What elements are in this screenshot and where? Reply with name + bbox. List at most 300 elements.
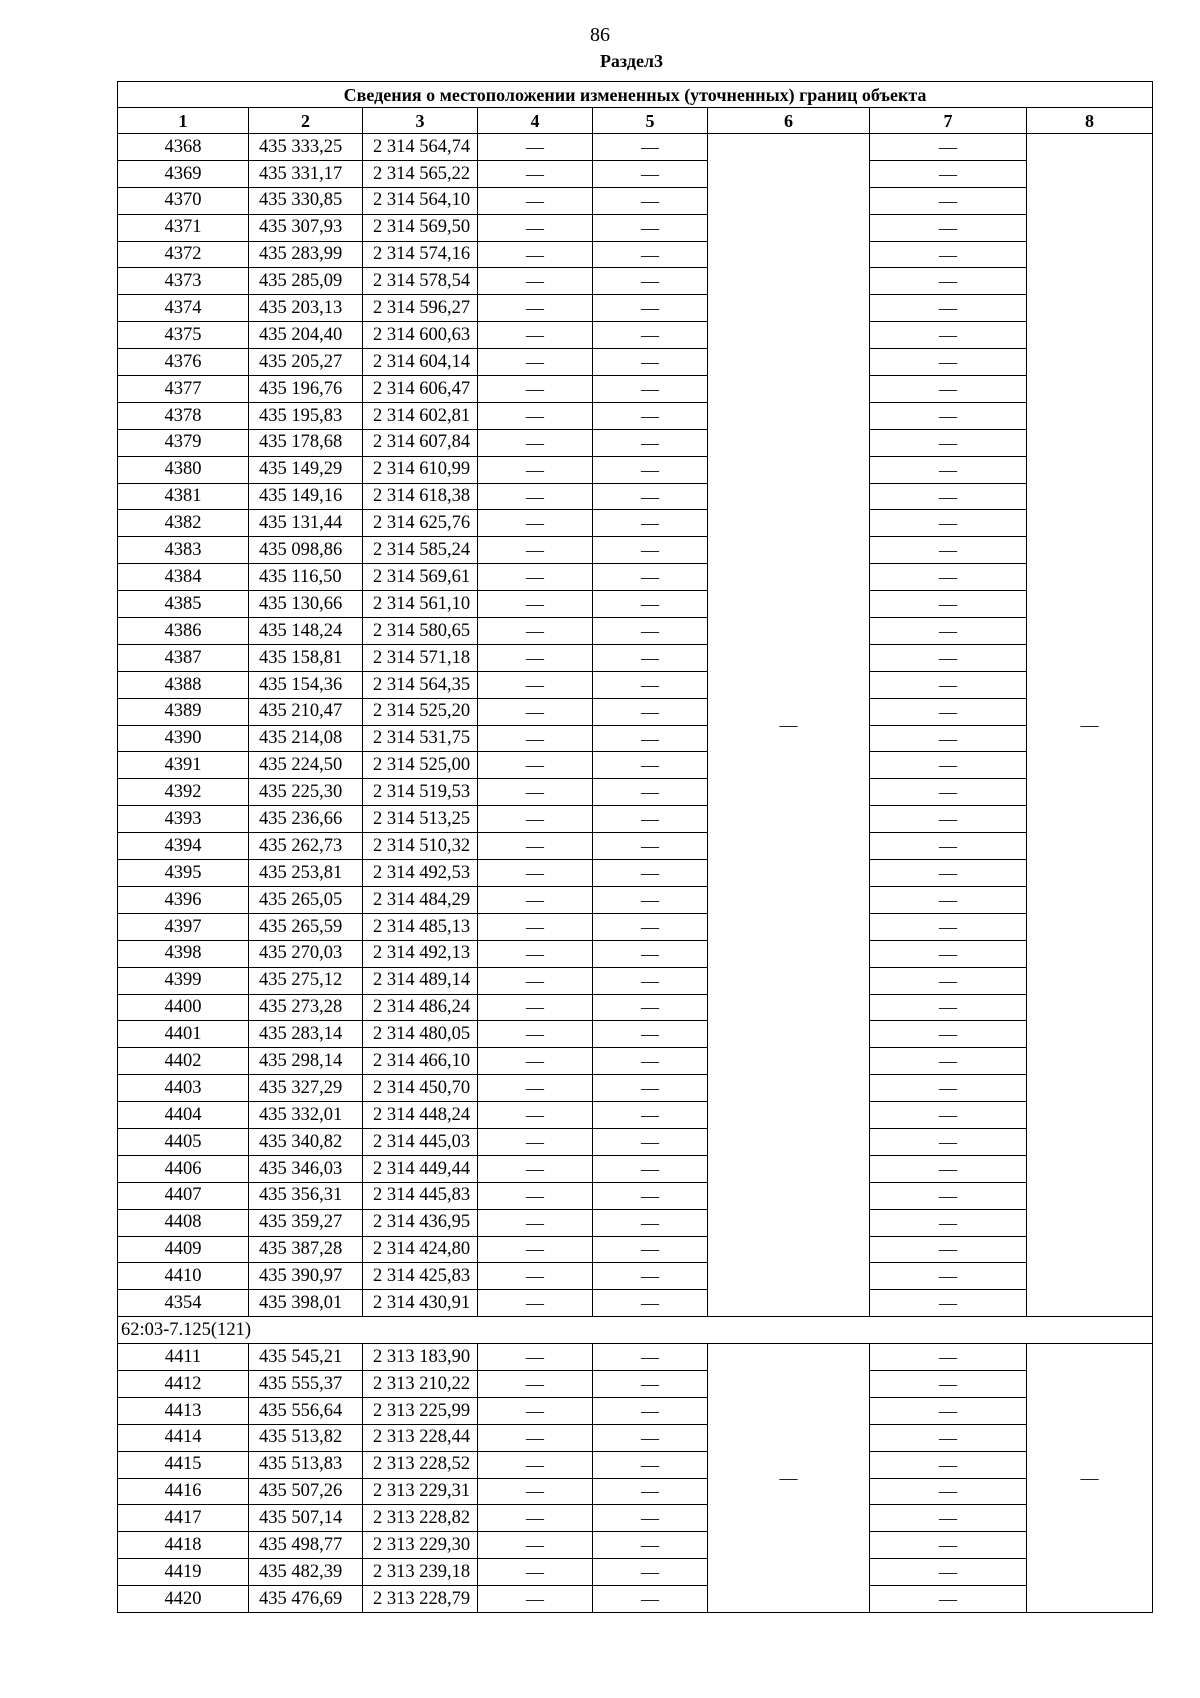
col4-dash-cell: —: [478, 752, 593, 779]
col5-dash-cell: —: [593, 1263, 708, 1290]
point-number-cell: 4418: [118, 1532, 249, 1559]
x-coordinate-cell: 435 148,24: [249, 618, 363, 645]
x-coordinate-cell: 435 131,44: [249, 510, 363, 537]
col4-dash-cell: —: [478, 967, 593, 994]
col7-dash-cell: —: [870, 860, 1027, 887]
table-row: [118, 1102, 1153, 1129]
y-coordinate-cell: 2 314 466,10: [363, 1048, 478, 1075]
point-number-cell: 4371: [118, 214, 249, 241]
y-coordinate-cell: 2 314 519,53: [363, 779, 478, 806]
y-coordinate-cell: 2 314 602,81: [363, 402, 478, 429]
point-number-cell: 4419: [118, 1559, 249, 1586]
col7-dash-cell: —: [870, 913, 1027, 940]
col7-dash-cell: —: [870, 483, 1027, 510]
col5-dash-cell: —: [593, 1451, 708, 1478]
col7-dash-cell: —: [870, 1532, 1027, 1559]
x-coordinate-cell: 435 253,81: [249, 860, 363, 887]
col5-dash-cell: —: [593, 725, 708, 752]
y-coordinate-cell: 2 313 239,18: [363, 1559, 478, 1586]
col4-dash-cell: —: [478, 402, 593, 429]
y-coordinate-cell: 2 313 228,82: [363, 1505, 478, 1532]
point-number-cell: 4400: [118, 994, 249, 1021]
point-number-cell: 4375: [118, 322, 249, 349]
col5-dash-cell: —: [593, 241, 708, 268]
col7-dash-cell: —: [870, 752, 1027, 779]
col7-dash-cell: —: [870, 241, 1027, 268]
col7-dash-cell: —: [870, 618, 1027, 645]
column-header: 2: [249, 108, 363, 134]
y-coordinate-cell: 2 314 596,27: [363, 295, 478, 322]
point-number-cell: 4368: [118, 134, 249, 161]
table-row: [118, 779, 1153, 806]
column-header: 7: [870, 108, 1027, 134]
y-coordinate-cell: 2 313 229,31: [363, 1478, 478, 1505]
col7-dash-cell: —: [870, 402, 1027, 429]
y-coordinate-cell: 2 314 618,38: [363, 483, 478, 510]
x-coordinate-cell: 435 356,31: [249, 1182, 363, 1209]
col5-dash-cell: —: [593, 429, 708, 456]
y-coordinate-cell: 2 314 436,95: [363, 1209, 478, 1236]
y-coordinate-cell: 2 314 607,84: [363, 429, 478, 456]
col5-dash-cell: —: [593, 860, 708, 887]
x-coordinate-cell: 435 555,37: [249, 1370, 363, 1397]
table-row: [118, 618, 1153, 645]
col4-dash-cell: —: [478, 1155, 593, 1182]
x-coordinate-cell: 435 270,03: [249, 940, 363, 967]
col5-dash-cell: —: [593, 833, 708, 860]
y-coordinate-cell: 2 314 604,14: [363, 349, 478, 376]
y-coordinate-cell: 2 314 484,29: [363, 886, 478, 913]
table-row: [118, 886, 1153, 913]
table-row: [118, 349, 1153, 376]
col7-dash-cell: —: [870, 537, 1027, 564]
point-number-cell: 4396: [118, 886, 249, 913]
point-number-cell: 4389: [118, 698, 249, 725]
col7-dash-cell: —: [870, 160, 1027, 187]
col8-merged-dash-cell: —: [1027, 134, 1153, 1317]
col4-dash-cell: —: [478, 295, 593, 322]
col7-dash-cell: —: [870, 1102, 1027, 1129]
x-coordinate-cell: 435 265,05: [249, 886, 363, 913]
table-row: [118, 1451, 1153, 1478]
col5-dash-cell: —: [593, 1209, 708, 1236]
x-coordinate-cell: 435 298,14: [249, 1048, 363, 1075]
table-row: [118, 295, 1153, 322]
table-row: [118, 1209, 1153, 1236]
x-coordinate-cell: 435 158,81: [249, 644, 363, 671]
table-row: [118, 160, 1153, 187]
col5-dash-cell: —: [593, 591, 708, 618]
coordinates-table: [117, 81, 1153, 1613]
x-coordinate-cell: 435 224,50: [249, 752, 363, 779]
col7-dash-cell: —: [870, 1075, 1027, 1102]
table-row: [118, 214, 1153, 241]
y-coordinate-cell: 2 314 564,74: [363, 134, 478, 161]
y-coordinate-cell: 2 313 183,90: [363, 1344, 478, 1371]
table-row: [118, 806, 1153, 833]
x-coordinate-cell: 435 513,83: [249, 1451, 363, 1478]
col4-dash-cell: —: [478, 510, 593, 537]
table-row: [118, 913, 1153, 940]
col7-dash-cell: —: [870, 1344, 1027, 1371]
table-row: [118, 967, 1153, 994]
table-row: [118, 591, 1153, 618]
x-coordinate-cell: 435 330,85: [249, 187, 363, 214]
point-number-cell: 4402: [118, 1048, 249, 1075]
y-coordinate-cell: 2 314 625,76: [363, 510, 478, 537]
column-header: 8: [1027, 108, 1153, 134]
point-number-cell: 4380: [118, 456, 249, 483]
y-coordinate-cell: 2 314 485,13: [363, 913, 478, 940]
col7-dash-cell: —: [870, 1370, 1027, 1397]
point-number-cell: 4401: [118, 1021, 249, 1048]
table-row: [118, 1586, 1153, 1613]
col5-dash-cell: —: [593, 214, 708, 241]
col4-dash-cell: —: [478, 1586, 593, 1613]
col7-dash-cell: —: [870, 376, 1027, 403]
y-coordinate-cell: 2 314 430,91: [363, 1290, 478, 1317]
col4-dash-cell: —: [478, 994, 593, 1021]
col7-dash-cell: —: [870, 886, 1027, 913]
point-number-cell: 4397: [118, 913, 249, 940]
y-coordinate-cell: 2 314 445,03: [363, 1128, 478, 1155]
col4-dash-cell: —: [478, 1236, 593, 1263]
x-coordinate-cell: 435 205,27: [249, 349, 363, 376]
x-coordinate-cell: 435 476,69: [249, 1586, 363, 1613]
x-coordinate-cell: 435 098,86: [249, 537, 363, 564]
col4-dash-cell: —: [478, 1209, 593, 1236]
col5-dash-cell: —: [593, 698, 708, 725]
col4-dash-cell: —: [478, 1505, 593, 1532]
col4-dash-cell: —: [478, 1559, 593, 1586]
col5-dash-cell: —: [593, 187, 708, 214]
table-row: [118, 1478, 1153, 1505]
col7-dash-cell: —: [870, 967, 1027, 994]
y-coordinate-cell: 2 314 531,75: [363, 725, 478, 752]
table-row: [118, 1559, 1153, 1586]
y-coordinate-cell: 2 314 449,44: [363, 1155, 478, 1182]
table-row: [118, 1128, 1153, 1155]
y-coordinate-cell: 2 314 564,35: [363, 671, 478, 698]
y-coordinate-cell: 2 314 525,20: [363, 698, 478, 725]
section-title: Раздел3: [599, 51, 664, 71]
col5-dash-cell: —: [593, 295, 708, 322]
col4-dash-cell: —: [478, 1021, 593, 1048]
x-coordinate-cell: 435 130,66: [249, 591, 363, 618]
table-row: [118, 376, 1153, 403]
x-coordinate-cell: 435 275,12: [249, 967, 363, 994]
y-coordinate-cell: 2 314 425,83: [363, 1263, 478, 1290]
table-row: [118, 134, 1153, 161]
col5-dash-cell: —: [593, 1048, 708, 1075]
col5-dash-cell: —: [593, 322, 708, 349]
table-row: [118, 483, 1153, 510]
point-number-cell: 4394: [118, 833, 249, 860]
y-coordinate-cell: 2 314 578,54: [363, 268, 478, 295]
table-row: [118, 1048, 1153, 1075]
col4-dash-cell: —: [478, 537, 593, 564]
page-number: 86: [590, 24, 610, 46]
col4-dash-cell: —: [478, 1048, 593, 1075]
col7-dash-cell: —: [870, 806, 1027, 833]
point-number-cell: 4417: [118, 1505, 249, 1532]
col5-dash-cell: —: [593, 1559, 708, 1586]
col4-dash-cell: —: [478, 644, 593, 671]
y-coordinate-cell: 2 313 228,44: [363, 1424, 478, 1451]
col5-dash-cell: —: [593, 268, 708, 295]
col7-dash-cell: —: [870, 510, 1027, 537]
col5-dash-cell: —: [593, 1424, 708, 1451]
y-coordinate-cell: 2 314 489,14: [363, 967, 478, 994]
y-coordinate-cell: 2 314 569,50: [363, 214, 478, 241]
col4-dash-cell: —: [478, 1424, 593, 1451]
col4-dash-cell: —: [478, 134, 593, 161]
col7-dash-cell: —: [870, 725, 1027, 752]
table-row: [118, 860, 1153, 887]
col5-dash-cell: —: [593, 779, 708, 806]
col4-dash-cell: —: [478, 940, 593, 967]
col5-dash-cell: —: [593, 456, 708, 483]
column-header: 1: [118, 108, 249, 134]
col4-dash-cell: —: [478, 1102, 593, 1129]
column-header: 3: [363, 108, 478, 134]
point-number-cell: 4379: [118, 429, 249, 456]
col7-dash-cell: —: [870, 671, 1027, 698]
col7-dash-cell: —: [870, 429, 1027, 456]
point-number-cell: 4384: [118, 564, 249, 591]
x-coordinate-cell: 435 387,28: [249, 1236, 363, 1263]
y-coordinate-cell: 2 314 585,24: [363, 537, 478, 564]
col5-dash-cell: —: [593, 1532, 708, 1559]
col7-dash-cell: —: [870, 1236, 1027, 1263]
point-number-cell: 4381: [118, 483, 249, 510]
col4-dash-cell: —: [478, 1075, 593, 1102]
x-coordinate-cell: 435 283,14: [249, 1021, 363, 1048]
y-coordinate-cell: 2 314 450,70: [363, 1075, 478, 1102]
col4-dash-cell: —: [478, 1478, 593, 1505]
col5-dash-cell: —: [593, 1128, 708, 1155]
point-number-cell: 4395: [118, 860, 249, 887]
col4-dash-cell: —: [478, 833, 593, 860]
col7-dash-cell: —: [870, 1048, 1027, 1075]
point-number-cell: 4385: [118, 591, 249, 618]
point-number-cell: 4390: [118, 725, 249, 752]
x-coordinate-cell: 435 236,66: [249, 806, 363, 833]
col5-dash-cell: —: [593, 886, 708, 913]
point-number-cell: 4398: [118, 940, 249, 967]
point-number-cell: 4382: [118, 510, 249, 537]
col5-dash-cell: —: [593, 1075, 708, 1102]
col7-dash-cell: —: [870, 456, 1027, 483]
col4-dash-cell: —: [478, 913, 593, 940]
col4-dash-cell: —: [478, 779, 593, 806]
col5-dash-cell: —: [593, 134, 708, 161]
col5-dash-cell: —: [593, 402, 708, 429]
col7-dash-cell: —: [870, 1021, 1027, 1048]
table-row: [118, 241, 1153, 268]
x-coordinate-cell: 435 331,17: [249, 160, 363, 187]
x-coordinate-cell: 435 507,14: [249, 1505, 363, 1532]
y-coordinate-cell: 2 314 565,22: [363, 160, 478, 187]
x-coordinate-cell: 435 398,01: [249, 1290, 363, 1317]
table-row: [118, 1344, 1153, 1371]
col7-dash-cell: —: [870, 322, 1027, 349]
point-number-cell: 4407: [118, 1182, 249, 1209]
x-coordinate-cell: 435 285,09: [249, 268, 363, 295]
col7-dash-cell: —: [870, 1424, 1027, 1451]
x-coordinate-cell: 435 210,47: [249, 698, 363, 725]
col5-dash-cell: —: [593, 1182, 708, 1209]
y-coordinate-cell: 2 314 492,13: [363, 940, 478, 967]
col5-dash-cell: —: [593, 1397, 708, 1424]
table-row: [118, 187, 1153, 214]
col5-dash-cell: —: [593, 1370, 708, 1397]
point-number-cell: 4403: [118, 1075, 249, 1102]
table-row: [118, 322, 1153, 349]
col5-dash-cell: —: [593, 752, 708, 779]
y-coordinate-cell: 2 314 445,83: [363, 1182, 478, 1209]
col4-dash-cell: —: [478, 349, 593, 376]
col4-dash-cell: —: [478, 698, 593, 725]
y-coordinate-cell: 2 314 606,47: [363, 376, 478, 403]
col4-dash-cell: —: [478, 725, 593, 752]
col4-dash-cell: —: [478, 376, 593, 403]
y-coordinate-cell: 2 313 229,30: [363, 1532, 478, 1559]
col7-dash-cell: —: [870, 1182, 1027, 1209]
col7-dash-cell: —: [870, 1155, 1027, 1182]
col7-dash-cell: —: [870, 833, 1027, 860]
col4-dash-cell: —: [478, 564, 593, 591]
col7-dash-cell: —: [870, 1478, 1027, 1505]
col4-dash-cell: —: [478, 618, 593, 645]
table-row: [118, 1505, 1153, 1532]
col4-dash-cell: —: [478, 1344, 593, 1371]
point-number-cell: 4415: [118, 1451, 249, 1478]
col7-dash-cell: —: [870, 940, 1027, 967]
y-coordinate-cell: 2 313 228,52: [363, 1451, 478, 1478]
col7-dash-cell: —: [870, 134, 1027, 161]
col5-dash-cell: —: [593, 160, 708, 187]
col4-dash-cell: —: [478, 860, 593, 887]
x-coordinate-cell: 435 513,82: [249, 1424, 363, 1451]
col7-dash-cell: —: [870, 779, 1027, 806]
col7-dash-cell: —: [870, 1128, 1027, 1155]
x-coordinate-cell: 435 149,16: [249, 483, 363, 510]
col5-dash-cell: —: [593, 349, 708, 376]
y-coordinate-cell: 2 314 564,10: [363, 187, 478, 214]
table-row: [118, 1021, 1153, 1048]
y-coordinate-cell: 2 313 210,22: [363, 1370, 478, 1397]
x-coordinate-cell: 435 149,29: [249, 456, 363, 483]
col4-dash-cell: —: [478, 160, 593, 187]
col7-dash-cell: —: [870, 1559, 1027, 1586]
col5-dash-cell: —: [593, 1290, 708, 1317]
x-coordinate-cell: 435 390,97: [249, 1263, 363, 1290]
col4-dash-cell: —: [478, 483, 593, 510]
column-header: 5: [593, 108, 708, 134]
col5-dash-cell: —: [593, 483, 708, 510]
table-row: [118, 1155, 1153, 1182]
col7-dash-cell: —: [870, 1397, 1027, 1424]
col4-dash-cell: —: [478, 1397, 593, 1424]
group-label: 62:03-7.125(121): [118, 1317, 1153, 1344]
col7-dash-cell: —: [870, 591, 1027, 618]
point-number-cell: 4388: [118, 671, 249, 698]
x-coordinate-cell: 435 196,76: [249, 376, 363, 403]
table-row: [118, 564, 1153, 591]
col4-dash-cell: —: [478, 1451, 593, 1478]
col5-dash-cell: —: [593, 1102, 708, 1129]
x-coordinate-cell: 435 545,21: [249, 1344, 363, 1371]
col4-dash-cell: —: [478, 1182, 593, 1209]
y-coordinate-cell: 2 314 525,00: [363, 752, 478, 779]
table-row: [118, 1532, 1153, 1559]
x-coordinate-cell: 435 498,77: [249, 1532, 363, 1559]
col7-dash-cell: —: [870, 1290, 1027, 1317]
point-number-cell: 4373: [118, 268, 249, 295]
point-number-cell: 4405: [118, 1128, 249, 1155]
table-row: [118, 402, 1153, 429]
table-row: [118, 537, 1153, 564]
y-coordinate-cell: 2 314 510,32: [363, 833, 478, 860]
column-header: 4: [478, 108, 593, 134]
col4-dash-cell: —: [478, 591, 593, 618]
x-coordinate-cell: 435 225,30: [249, 779, 363, 806]
col5-dash-cell: —: [593, 967, 708, 994]
point-number-cell: 4406: [118, 1155, 249, 1182]
y-coordinate-cell: 2 314 569,61: [363, 564, 478, 591]
x-coordinate-cell: 435 340,82: [249, 1128, 363, 1155]
y-coordinate-cell: 2 314 561,10: [363, 591, 478, 618]
y-coordinate-cell: 2 314 600,63: [363, 322, 478, 349]
col4-dash-cell: —: [478, 322, 593, 349]
col7-dash-cell: —: [870, 644, 1027, 671]
col6-merged-dash-cell: —: [708, 134, 870, 1317]
point-number-cell: 4383: [118, 537, 249, 564]
table-row: [118, 752, 1153, 779]
x-coordinate-cell: 435 214,08: [249, 725, 363, 752]
x-coordinate-cell: 435 307,93: [249, 214, 363, 241]
y-coordinate-cell: 2 314 448,24: [363, 1102, 478, 1129]
table-row: [118, 1075, 1153, 1102]
col5-dash-cell: —: [593, 913, 708, 940]
table-row: [118, 725, 1153, 752]
table-row: [118, 1424, 1153, 1451]
table-row: [118, 940, 1153, 967]
point-number-cell: 4370: [118, 187, 249, 214]
y-coordinate-cell: 2 314 424,80: [363, 1236, 478, 1263]
x-coordinate-cell: 435 556,64: [249, 1397, 363, 1424]
col5-dash-cell: —: [593, 618, 708, 645]
table-row: [118, 510, 1153, 537]
point-number-cell: 4391: [118, 752, 249, 779]
table-row: [118, 456, 1153, 483]
point-number-cell: 4354: [118, 1290, 249, 1317]
y-coordinate-cell: 2 313 228,79: [363, 1586, 478, 1613]
col5-dash-cell: —: [593, 564, 708, 591]
col4-dash-cell: —: [478, 1290, 593, 1317]
table-row: [118, 1236, 1153, 1263]
col4-dash-cell: —: [478, 1128, 593, 1155]
col7-dash-cell: —: [870, 295, 1027, 322]
table-row: [118, 671, 1153, 698]
table-row: [118, 994, 1153, 1021]
col7-dash-cell: —: [870, 1586, 1027, 1613]
point-number-cell: 4387: [118, 644, 249, 671]
y-coordinate-cell: 2 314 492,53: [363, 860, 478, 887]
col7-dash-cell: —: [870, 994, 1027, 1021]
table-row: [118, 429, 1153, 456]
